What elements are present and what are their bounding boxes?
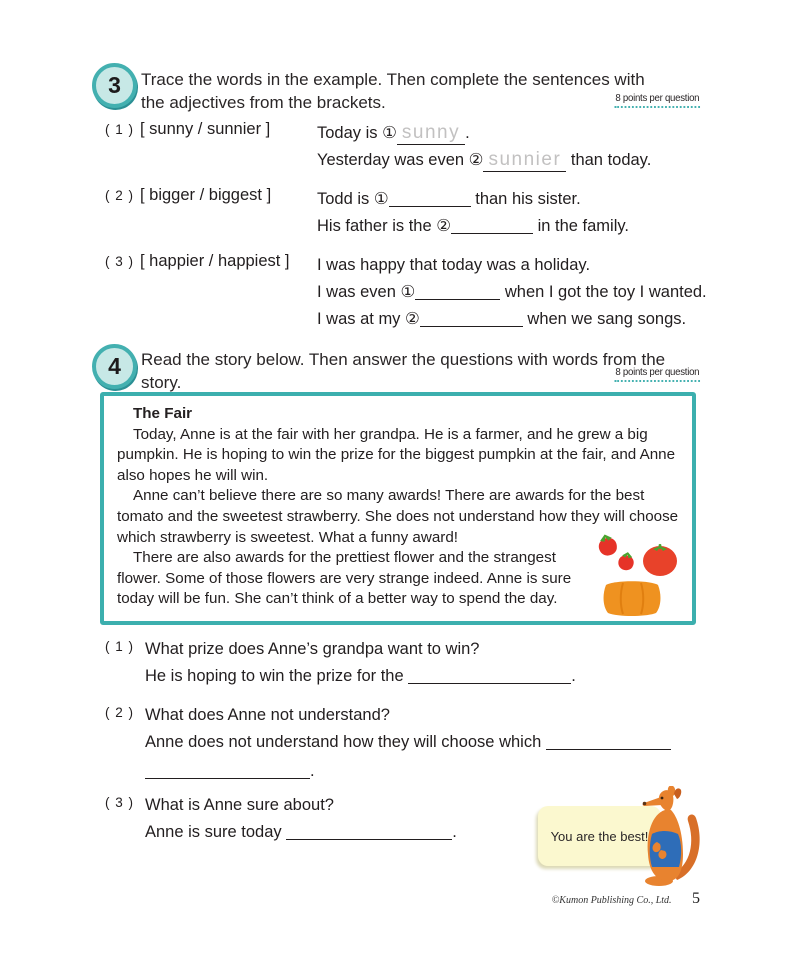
answer-blank xyxy=(420,310,523,327)
answer-blank xyxy=(389,190,471,207)
sentence-text: . xyxy=(465,124,470,142)
traced-word: sunny xyxy=(401,122,461,143)
exercise-3-points-label: 8 points per question xyxy=(614,92,700,108)
answer-text: Anne is sure today xyxy=(145,823,287,841)
answer-blank xyxy=(408,667,571,684)
answer-blank xyxy=(546,733,671,750)
page-number: 5 xyxy=(692,890,700,907)
exercise-3-instruction: Trace the words in the example. Then complete the sentences with the adjectives from the brackets. xyxy=(141,70,645,112)
sentence-lines xyxy=(317,186,629,240)
item-number: ( 3 ) xyxy=(105,254,135,269)
strawberry-icon xyxy=(617,551,635,572)
adjective-choices: [ bigger / biggest ] xyxy=(140,186,272,204)
question-1 xyxy=(90,637,730,695)
sentence-text: I was at my ② xyxy=(317,310,420,328)
sentence-text: when we sang songs. xyxy=(522,310,687,328)
adjective-choices: [ happier / happiest ] xyxy=(140,252,290,270)
question-text: What prize does Anne’s grandpa want to win? xyxy=(145,640,480,658)
speech-text: You are the best! xyxy=(550,828,649,844)
question-number: ( 2 ) xyxy=(105,705,135,720)
answer-line xyxy=(145,730,671,754)
adjective-choices: [ sunny / sunnier ] xyxy=(140,120,271,138)
sentence-text: when I got the toy I wanted. xyxy=(500,283,707,301)
sentence-text: I was happy that today was a holiday. xyxy=(317,256,591,274)
item-number: ( 2 ) xyxy=(105,188,135,203)
answer-line xyxy=(145,664,576,688)
answer-line xyxy=(145,759,315,783)
exercise-4-badge: 4 xyxy=(92,344,137,389)
answer-blank xyxy=(451,217,533,234)
answer-text: . xyxy=(571,667,576,685)
exercise-4-instruction: Read the story below. Then answer the questions with words from the story. xyxy=(141,350,666,392)
kangaroo-icon xyxy=(621,786,711,888)
trace-blank xyxy=(483,149,566,172)
sentence-text: I was even ① xyxy=(317,283,416,301)
sentence-line xyxy=(317,147,651,174)
sentence-line xyxy=(317,306,707,333)
question-number: ( 3 ) xyxy=(105,795,135,810)
sentence-text: Todd is ① xyxy=(317,190,389,208)
answer-text: . xyxy=(310,762,315,780)
story-title: The Fair xyxy=(133,405,193,422)
sentence-lines xyxy=(317,252,707,333)
strawberry-icon xyxy=(596,532,619,557)
tomato-icon xyxy=(643,544,677,576)
story-paragraph: Anne can’t believe there are so many awards! There are awards for the best tomato and the sweetest strawberry. She does not understand how they will choose which strawberry is sweetest. What a funny award! xyxy=(117,487,679,546)
exercise-3-badge: 3 xyxy=(92,63,137,108)
answer-blank xyxy=(286,823,452,840)
answer-text: He is hoping to win the prize for the xyxy=(145,667,409,685)
copyright-text: ©Kumon Publishing Co., Ltd. xyxy=(551,895,672,906)
answer-text: Anne does not understand how they will choose which xyxy=(145,733,546,751)
sentence-line xyxy=(317,186,629,213)
sentence-line xyxy=(317,120,651,147)
story-box xyxy=(100,392,696,625)
sentence-text: Today is ① xyxy=(317,124,397,142)
story-paragraph: Today, Anne is at the fair with her grandpa. He is a farmer, and he grew a big pumpkin. He is hoping to win the prize for the biggest pumpkin at the fair, and Anne also hopes he will win. xyxy=(117,425,676,484)
sentence-line xyxy=(317,252,707,279)
pumpkin-icon xyxy=(604,581,661,616)
sentence-line xyxy=(317,213,629,240)
answer-blank xyxy=(145,762,310,779)
item-number: ( 1 ) xyxy=(105,122,135,137)
page-footer xyxy=(0,890,700,908)
question-2 xyxy=(90,703,730,788)
sentence-text: than his sister. xyxy=(470,190,581,208)
traced-word: sunnier xyxy=(488,149,562,170)
question-text: What does Anne not understand? xyxy=(145,706,390,724)
question-number: ( 1 ) xyxy=(105,639,135,654)
sentence-line xyxy=(317,279,707,306)
story-paragraph: There are also awards for the prettiest flower and the strangest flower. Some of those flowers are very strange indeed. Anne is sure today will be fun. She can’t think of a better way to spend the day. xyxy=(117,549,572,608)
answer-blank xyxy=(415,283,500,300)
sentence-text: in the family. xyxy=(533,217,629,235)
sentence-text: His father is the ② xyxy=(317,217,452,235)
sentence-lines xyxy=(317,120,651,174)
fruits-illustration xyxy=(588,529,686,617)
question-text: What is Anne sure about? xyxy=(145,796,334,814)
answer-text: . xyxy=(452,823,457,841)
sentence-text: Yesterday was even ② xyxy=(317,151,484,169)
answer-line xyxy=(145,820,457,844)
sentence-text: than today. xyxy=(566,151,652,169)
trace-blank xyxy=(397,122,465,145)
exercise-4-points-label: 8 points per question xyxy=(614,366,700,382)
